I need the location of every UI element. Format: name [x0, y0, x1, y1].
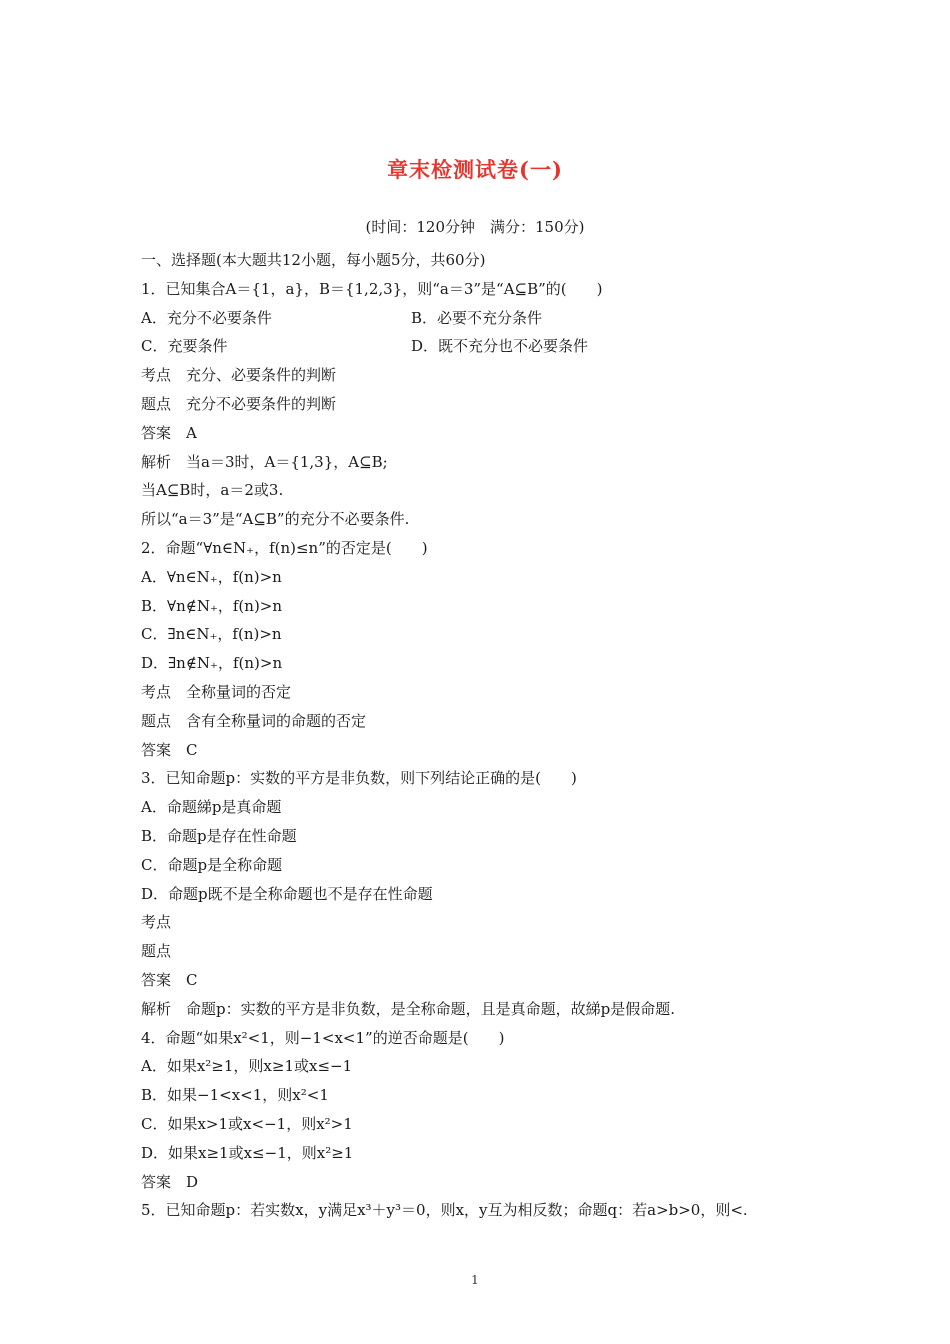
- q4-option-d: D．如果x≥1或x≤−1，则x²≥1: [141, 1143, 354, 1162]
- exam-info: (时间：120分钟 满分：150分): [365, 218, 585, 236]
- q1-option-b: B．必要不充分条件: [411, 308, 543, 327]
- document-body: [141, 246, 821, 1225]
- q1-option-d: D．既不充分也不必要条件: [411, 337, 589, 356]
- q1-analysis-2: 当A⊆B时，a＝2或3.: [141, 481, 284, 500]
- q4-option-b: B．如果−1<x<1，则x²<1: [141, 1086, 329, 1105]
- q2-option-a: A．∀n∈N₊，f(n)>n: [141, 567, 282, 586]
- q1-option-a: A．充分不必要条件: [141, 308, 272, 327]
- q1-topic: 考点 充分、必要条件的判断: [141, 366, 337, 385]
- q3-option-d: D．命题p既不是全称命题也不是存在性命题: [141, 884, 433, 903]
- q3-option-a: A．命题綈p是真命题: [141, 798, 282, 817]
- page-title: 章末检测试卷(一): [387, 157, 563, 182]
- q3-option-c: C．命题p是全称命题: [141, 855, 283, 874]
- question-4: 4．命题“如果x²<1，则−1<x<1”的逆否命题是( ): [141, 1028, 505, 1047]
- question-5: 5．已知命题p：若实数x，y满足x³＋y³＝0，则x，y互为相反数；命题q：若a>b>0，则<.: [141, 1201, 748, 1220]
- section-heading: 一、选择题(本大题共12小题，每小题5分，共60分): [141, 251, 486, 269]
- q2-topic: 考点 全称量词的否定: [141, 682, 292, 701]
- q4-option-c: C．如果x>1或x<−1，则x²>1: [141, 1114, 353, 1133]
- question-3: 3．已知命题p：实数的平方是非负数，则下列结论正确的是( ): [141, 769, 577, 788]
- page-number: 1: [471, 1273, 479, 1287]
- q2-subtopic: 题点 含有全称量词的命题的否定: [141, 711, 367, 730]
- question-1: 1．已知集合A＝{1，a}，B＝{1,2,3}，则“a＝3”是“A⊆B”的( ): [141, 279, 603, 298]
- q3-answer: 答案 C: [141, 970, 198, 989]
- question-2: 2．命题“∀n∈N₊，f(n)≤n”的否定是( ): [141, 538, 428, 557]
- q2-option-c: C．∃n∈N₊，f(n)>n: [141, 625, 282, 644]
- q1-analysis-3: 所以“a＝3”是“A⊆B”的充分不必要条件.: [141, 510, 410, 529]
- q4-answer: 答案 D: [141, 1172, 199, 1191]
- q1-answer: 答案 A: [141, 423, 197, 442]
- q3-option-b: B．命题p是存在性命题: [141, 826, 297, 845]
- q3-topic: 考点: [141, 913, 172, 932]
- q4-option-a: A．如果x²≥1，则x≥1或x≤−1: [141, 1057, 353, 1076]
- q2-answer: 答案 C: [141, 740, 198, 759]
- q1-subtopic: 题点 充分不必要条件的判断: [141, 394, 337, 413]
- q2-option-b: B．∀n∉N₊，f(n)>n: [141, 596, 283, 615]
- q1-options-row-2: [141, 332, 821, 361]
- q2-option-d: D．∃n∉N₊，f(n)>n: [141, 654, 283, 673]
- q1-option-c: C．充要条件: [141, 337, 228, 356]
- q1-analysis: 解析 当a＝3时，A＝{1,3}，A⊆B;: [141, 452, 388, 471]
- q1-options-row-1: [141, 304, 821, 333]
- q3-analysis: 解析 命题p：实数的平方是非负数，是全称命题，且是真命题，故綈p是假命题.: [141, 999, 675, 1018]
- q3-subtopic: 题点: [141, 942, 172, 961]
